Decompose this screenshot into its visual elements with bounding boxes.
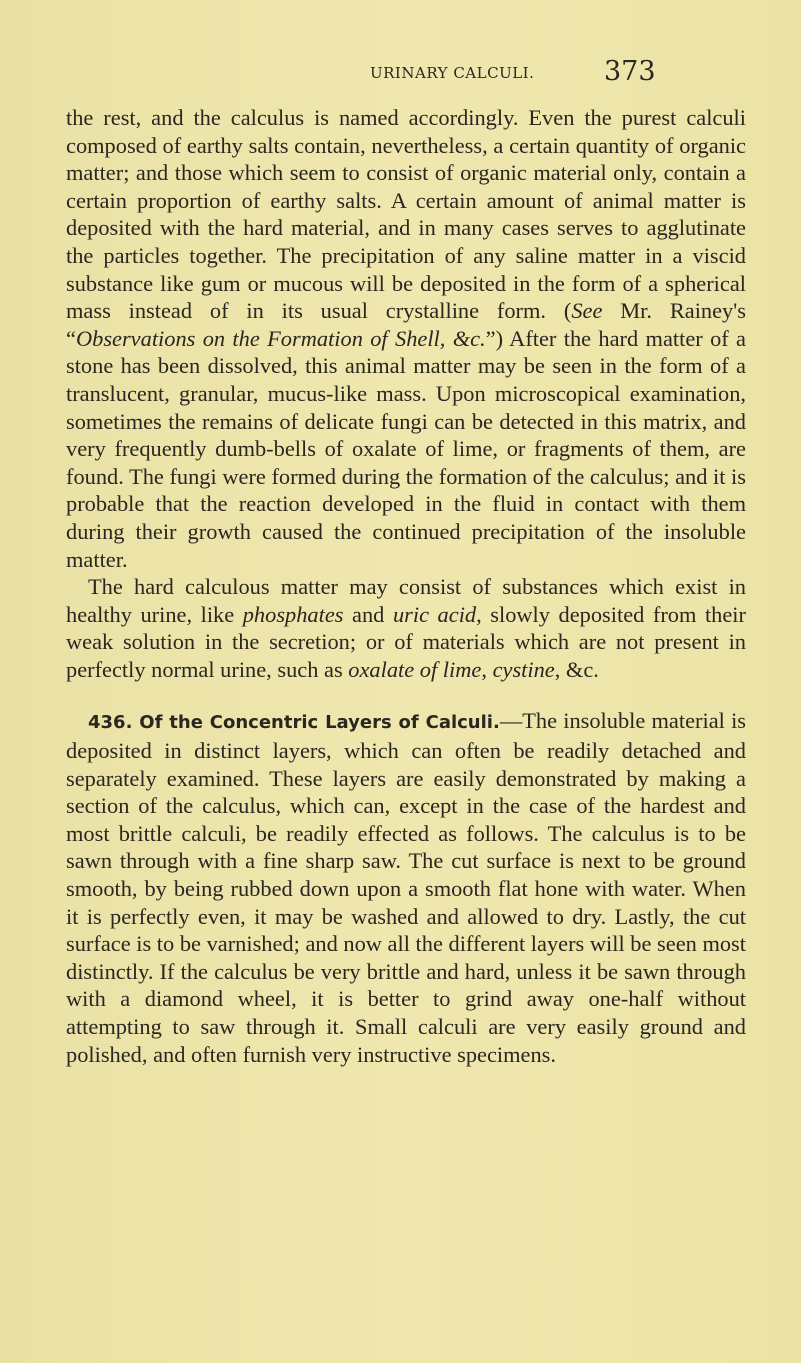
italic-reference-title: Observations on the Formation of Shell, &c. bbox=[75, 325, 486, 351]
section-heading: 436. Of the Concentric Layers of Calculi. bbox=[88, 712, 500, 734]
paragraph-calculous-matter bbox=[66, 573, 746, 683]
italic-term: cystine bbox=[492, 656, 555, 682]
text-segment: and bbox=[343, 601, 393, 627]
italic-term: oxalate of lime bbox=[348, 656, 482, 682]
running-head: URINARY CALCULI. bbox=[370, 64, 535, 82]
italic-term: phosphates bbox=[242, 601, 344, 627]
section-436 bbox=[66, 707, 746, 1068]
text-segment: , bbox=[481, 656, 493, 682]
body-text bbox=[66, 104, 746, 1068]
italic-see: See bbox=[571, 298, 603, 324]
text-segment: , slowly deposited from their weak solution in the secretion; or of materials which are not present in perfectly normal urine, such as bbox=[66, 601, 746, 682]
text-segment: , &c. bbox=[554, 656, 599, 682]
italic-term: uric acid bbox=[392, 601, 477, 627]
page-number: 373 bbox=[604, 56, 656, 87]
text-segment: The hard calculous matter may consist of substances which exist in healthy urine, like bbox=[66, 574, 746, 627]
paragraph-continued bbox=[66, 104, 746, 573]
text-segment: Mr. Rainey's “ bbox=[66, 298, 747, 351]
em-dash: — bbox=[499, 708, 523, 734]
section-body: The insoluble material is deposited in distinct layers, which can often be readily detached and separately examined. These layers are easily demonstrated by making a section of the calculus, which can, except in the case of the hardest and most brittle calculi, be readily effected as follows. The calculus is to be sawn through with a fine sharp saw. The cut surface is next to be ground smooth, by being rubbed down upon a smooth flat hone with water. When it is perfectly even, it may be washed and allowed to dry. Lastly, the cut surface is to be varnished; and now all the different layers will be seen most distinctly. If the calculus be very brittle and hard, unless it be sawn through with a diamond wheel, it is better to grind away one-half without attempting to saw through it. Small calculi are very easily ground and polished, and often furnish very instructive specimens. bbox=[66, 708, 747, 1067]
text-segment: the rest, and the calculus is named accordingly. Even the purest calculi composed of earthy salts contain, nevertheless, a certain quantity of organic matter; and those which seem to consist of organic material only, contain a certain proportion of earthy salts. A certain amount of animal matter is deposited with the hard material, and in many cases serves to agglutinate the particles together. The precipitation of any saline matter in a viscid substance like gum or mucous will be deposited in the form of a spherical mass instead of in its usual crystalline form. ( bbox=[66, 105, 746, 324]
text-segment: ”) After the hard matter of a stone has been dissolved, this animal matter may be seen in the form of a translucent, granular, mucus-like mass. Upon microscopical examination, sometimes the remains of delicate fungi can be detected in this matrix, and very frequently dumb-bells of oxalate of lime, or fragments of them, are found. The fungi were formed during the formation of the calculus; and it is probable that the reaction developed in the fluid in contact with them during their growth caused the continued precipitation of the insoluble matter. bbox=[66, 325, 746, 572]
